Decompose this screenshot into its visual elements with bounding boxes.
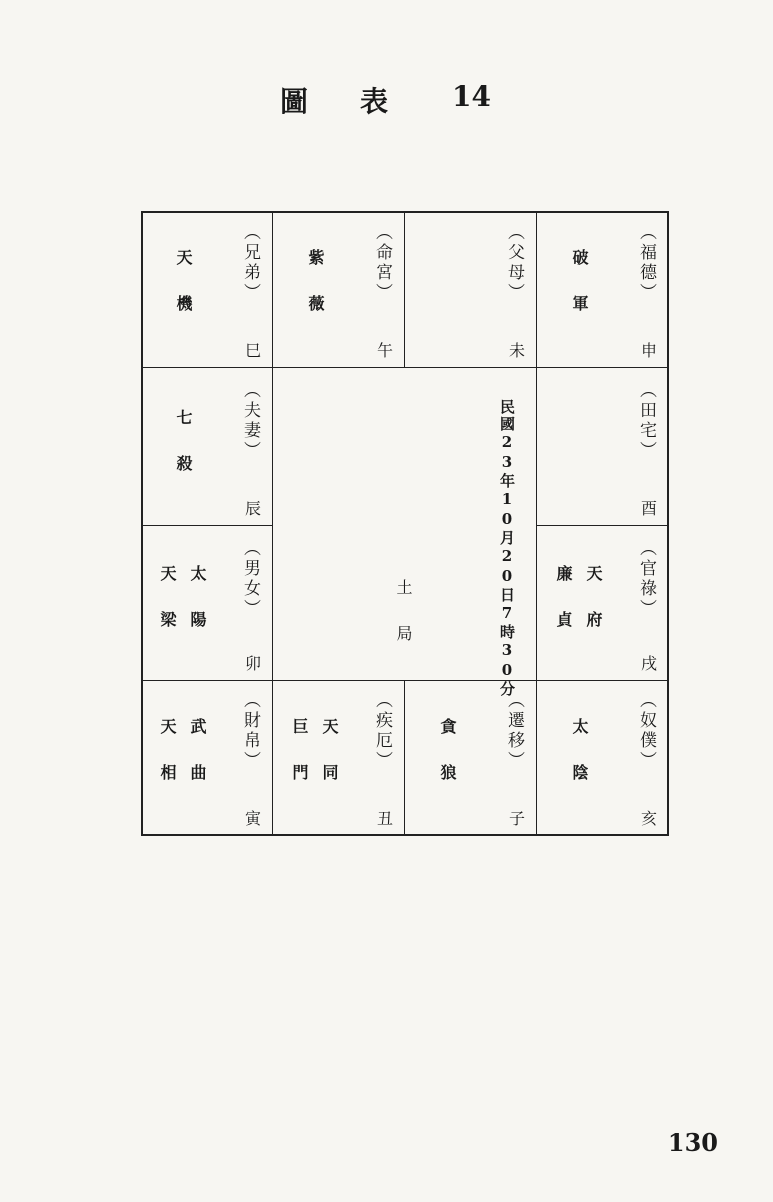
cell-hai-stars <box>571 718 587 810</box>
palace-label: （財帛） <box>240 691 260 771</box>
cell-wu-stars <box>307 249 323 341</box>
palace-label: （官祿） <box>636 539 656 619</box>
grid-line <box>404 211 405 368</box>
star-label: 天相 <box>158 718 177 810</box>
palace-label: （命宮） <box>372 223 392 303</box>
star-label: 紫薇 <box>306 249 325 341</box>
cell-mao-stars <box>159 565 205 657</box>
grid-line <box>536 211 537 836</box>
branch-label: 未 <box>509 341 526 360</box>
palace-label: （男女） <box>240 539 260 619</box>
title-char-1: 圖 <box>280 85 309 118</box>
palace-label: （父母） <box>504 223 524 303</box>
palace-label: （夫妻） <box>240 381 260 461</box>
star-label: 廉貞 <box>554 565 573 657</box>
cell-chou-stars <box>291 718 337 810</box>
grid-line <box>667 211 669 836</box>
branch-label: 午 <box>377 341 394 360</box>
star-label: 天同 <box>320 718 339 810</box>
star-label: 太陽 <box>188 565 207 657</box>
star-label: 破軍 <box>570 249 589 341</box>
grid-line <box>141 211 669 213</box>
grid-line <box>141 367 669 368</box>
grid-line <box>141 211 143 836</box>
branch-label: 寅 <box>245 809 262 828</box>
palace-label: （福德） <box>636 223 656 303</box>
star-label: 太陰 <box>570 718 589 810</box>
star-label: 七殺 <box>174 409 193 501</box>
branch-label: 丑 <box>377 809 394 828</box>
ziwei-chart <box>141 211 669 835</box>
title-char-2: 表 <box>360 85 389 118</box>
palace-label: （奴僕） <box>636 691 656 771</box>
cell-yin-stars <box>159 718 205 810</box>
star-label: 巨門 <box>290 718 309 810</box>
star-label: 天梁 <box>158 565 177 657</box>
star-label: 天府 <box>584 565 603 657</box>
grid-line <box>141 525 273 526</box>
grid-line <box>272 211 273 836</box>
branch-label: 戌 <box>641 654 658 673</box>
star-label: 天機 <box>174 249 193 341</box>
grid-line <box>141 834 669 836</box>
branch-label: 子 <box>509 809 526 828</box>
page-number: 130 <box>667 1128 718 1157</box>
branch-label: 辰 <box>245 499 262 518</box>
branch-label: 申 <box>641 341 658 360</box>
ju-label: 土局 <box>394 579 413 671</box>
grid-line <box>404 680 405 836</box>
cell-shen-stars <box>571 249 587 341</box>
cell-si-stars <box>175 249 191 341</box>
branch-label: 酉 <box>641 499 658 518</box>
branch-label: 卯 <box>245 654 262 673</box>
star-label: 武曲 <box>188 718 207 810</box>
grid-line <box>141 680 669 681</box>
birth-date-text: 民國23年10月20日7時30分 <box>498 399 516 698</box>
palace-label: （遷移） <box>504 691 524 771</box>
star-label: 貪狼 <box>438 718 457 810</box>
palace-label: （田宅） <box>636 381 656 461</box>
cell-xu-stars <box>555 565 601 657</box>
branch-label: 巳 <box>245 341 262 360</box>
cell-chen-stars <box>175 409 191 501</box>
palace-label: （兄弟） <box>240 223 260 303</box>
grid-line <box>537 525 669 526</box>
cell-zi-stars <box>439 718 455 810</box>
title-number: 14 <box>452 80 491 113</box>
branch-label: 亥 <box>641 809 658 828</box>
palace-label: （疾厄） <box>372 691 392 771</box>
